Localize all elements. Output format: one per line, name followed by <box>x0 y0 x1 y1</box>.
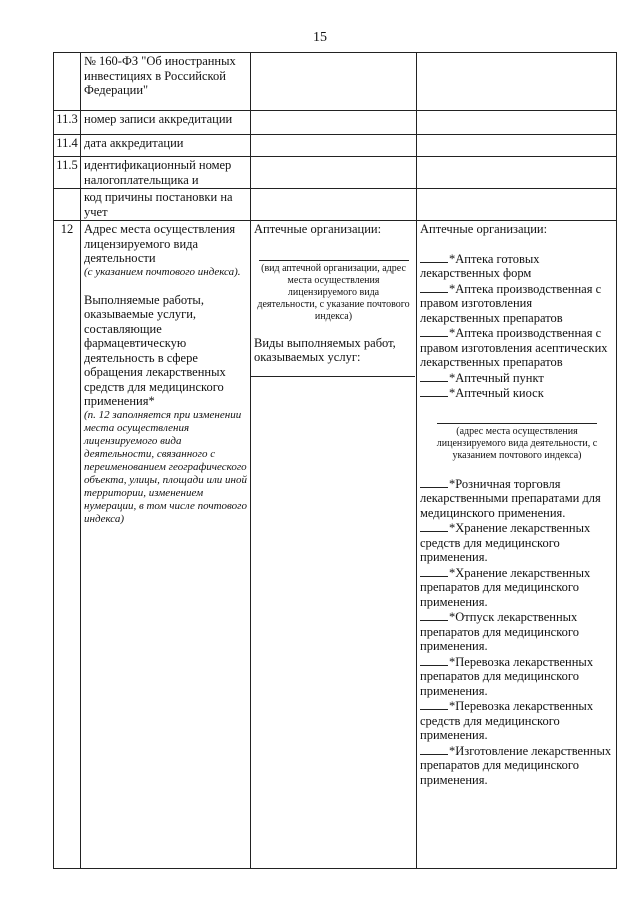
value-cell[interactable] <box>251 111 417 135</box>
table-row <box>54 189 617 221</box>
row12-description <box>81 221 251 869</box>
work-type-option[interactable]: *Отпуск лекарственных препаратов для медицинского применения. <box>420 610 579 653</box>
row12-current-values <box>251 221 417 869</box>
checkbox-line[interactable] <box>420 520 448 532</box>
address-caption: (адрес места осуществления лицензируемого вида деятельности, с указанием почтового индекса) <box>436 425 598 461</box>
row-number <box>54 53 81 111</box>
value-cell[interactable] <box>251 135 417 157</box>
works-note: (п. 12 заполняется при изменении места осуществления лицензируемого вида деятельности, связанного с переименованием географического объекта, улицы, площади или иной территории, изменением нумерации, в том числе почтового индекса) <box>84 408 247 525</box>
value-cell[interactable] <box>417 111 617 135</box>
row-number: 12 <box>54 221 81 869</box>
work-type-option[interactable]: *Перевозка лекарственных средств для медицинского применения. <box>420 699 594 742</box>
checkbox-line[interactable] <box>420 251 448 263</box>
pharmacy-type-option[interactable]: *Аптека производственная с правом изготовления лекарственных препаратов <box>420 281 602 325</box>
works-input-line[interactable] <box>251 376 415 377</box>
table-row <box>54 111 617 135</box>
table-row <box>54 157 617 189</box>
checkbox-line[interactable] <box>420 565 448 577</box>
work-type-option[interactable]: *Изготовление лекарственных препаратов для медицинского применения. <box>420 743 612 787</box>
checkbox-line[interactable] <box>420 476 448 488</box>
checkbox-line[interactable] <box>420 385 448 397</box>
work-type-option[interactable]: *Хранение лекарственных препаратов для медицинского применения. <box>420 565 591 609</box>
pharmacy-type-option[interactable]: *Аптечный киоск <box>420 385 614 401</box>
value-cell[interactable] <box>417 157 617 189</box>
row-number: 11.4 <box>54 135 81 157</box>
address-title: Адрес места осуществления лицензируемого вида деятельности <box>84 222 236 265</box>
checkbox-line[interactable] <box>420 743 448 755</box>
work-type-option[interactable]: *Перевозка лекарственных препаратов для медицинского применения. <box>420 654 594 698</box>
row-number: 11.3 <box>54 111 81 135</box>
checkbox-line[interactable] <box>420 281 448 293</box>
value-cell[interactable] <box>417 53 617 111</box>
checkbox-line[interactable] <box>420 654 448 666</box>
works-title: Выполняемые работы, оказываемые услуги, составляющие фармацевтическую деятельность в сфере обращения лекарственных средств для медицинского применения* <box>84 292 226 408</box>
value-cell[interactable] <box>251 53 417 111</box>
pharmacy-type-option[interactable]: *Аптека производственная с правом изготовления асептических лекарственных препаратов <box>420 326 608 369</box>
row-label: номер записи аккредитации <box>81 111 251 135</box>
checkbox-line[interactable] <box>420 609 448 621</box>
table-row-12 <box>54 221 617 869</box>
pharmacy-caption: (вид аптечной организации, адрес места осуществления лицензируемого вида деятельности, с указание почтового индекса) <box>257 262 410 322</box>
row-label: № 160-ФЗ "Об иностранных инвестициях в Российской Федерации" <box>81 53 251 111</box>
table-row <box>54 53 617 111</box>
row-number: 11.5 <box>54 157 81 189</box>
value-cell[interactable] <box>251 157 417 189</box>
row-label: дата аккредитации <box>81 135 251 157</box>
work-type-option[interactable]: *Хранение лекарственных средств для медицинского применения. <box>420 521 591 564</box>
work-type-option[interactable]: *Розничная торговля лекарственными препаратами для медицинского применения. <box>420 476 601 520</box>
works-types-title: Виды выполняемых работ, оказываемых услуг: <box>254 335 396 364</box>
checkbox-line[interactable] <box>420 325 448 337</box>
value-cell[interactable] <box>417 135 617 157</box>
checkbox-line[interactable] <box>420 370 448 382</box>
row-number <box>54 189 81 221</box>
address-note: (с указанием почтового индекса). <box>84 265 241 278</box>
row-label: код причины постановки на учет <box>81 189 251 221</box>
value-cell[interactable] <box>417 189 617 221</box>
checkbox-line[interactable] <box>420 698 448 710</box>
application-form-table <box>53 52 617 869</box>
pharmacy-type-option[interactable]: *Аптечный пункт <box>420 370 614 386</box>
row12-options <box>417 221 617 869</box>
row-label: идентификационный номер налогоплательщика и <box>81 157 251 189</box>
pharmacy-orgs-title: Аптечные организации: <box>254 222 382 236</box>
value-cell[interactable] <box>251 189 417 221</box>
page-number: 15 <box>313 30 327 45</box>
pharmacy-type-option[interactable]: *Аптека готовых лекарственных форм <box>420 251 540 280</box>
pharmacy-orgs-title: Аптечные организации: <box>420 222 548 236</box>
table-row <box>54 135 617 157</box>
